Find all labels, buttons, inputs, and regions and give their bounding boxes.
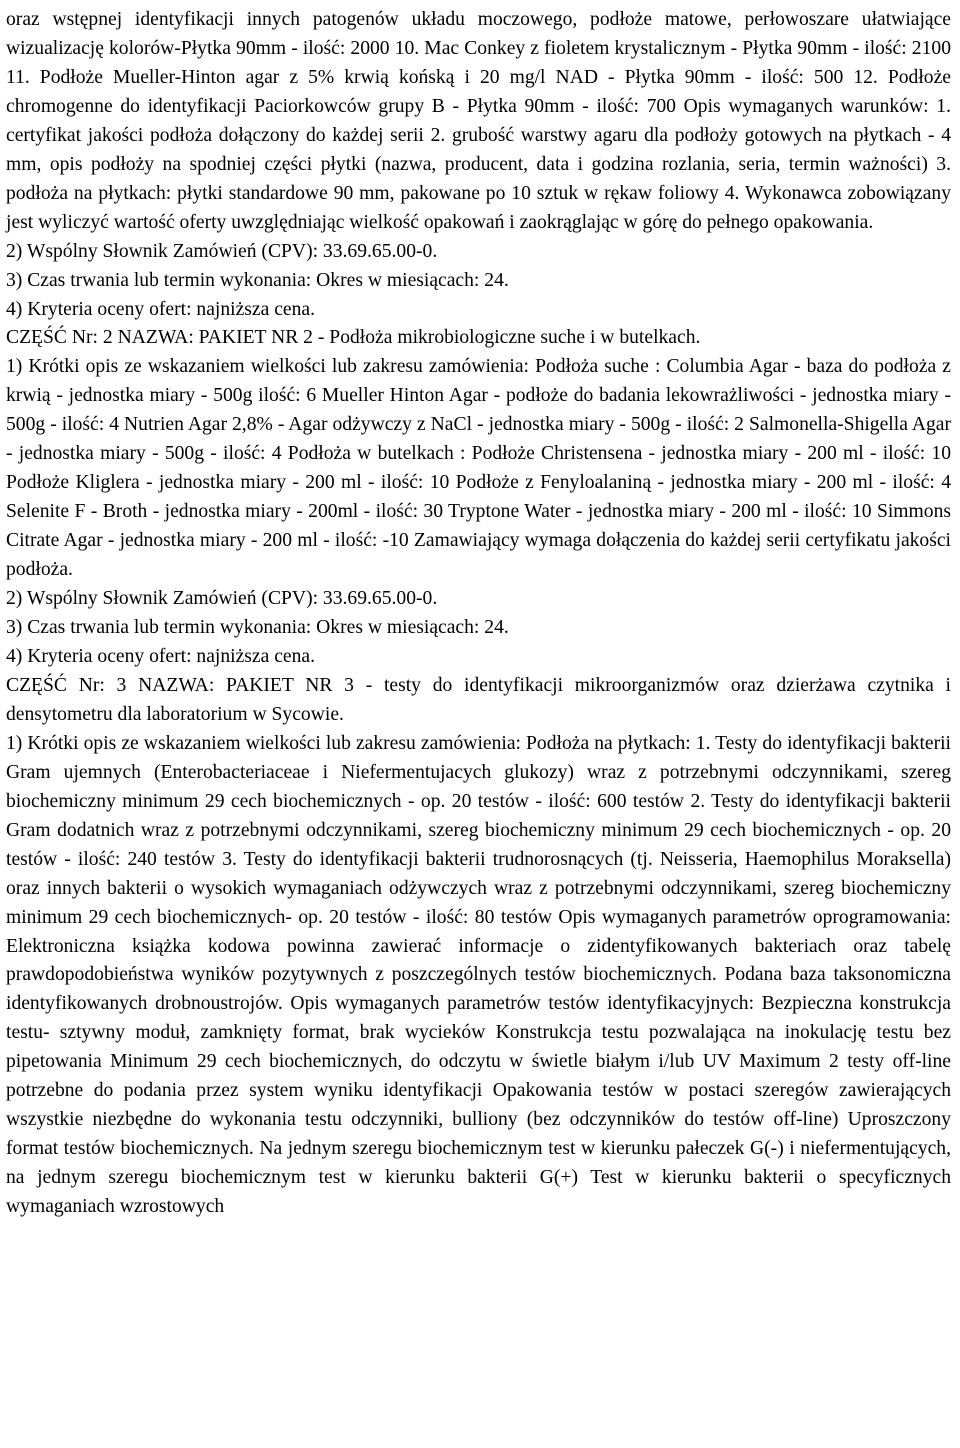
part-3-title: CZĘŚĆ Nr: 3 NAZWA: PAKIET NR 3 - testy do identyfikacji mikroorganizmów oraz dzierżawa czytnika i densytometru dla laboratorium w Sycowie. [6, 674, 951, 725]
cpv-code-line: 2) Wspólny Słownik Zamówień (CPV): 33.69.65.00-0. [6, 588, 438, 610]
document-page [6, 6, 951, 1222]
contract-duration-line: 3) Czas trwania lub termin wykonania: Okres w miesiącach: 24. [6, 269, 509, 291]
part-2-description: 1) Krótki opis ze wskazaniem wielkości lub zakresu zamówienia: Podłoża suche : Columbia Agar - baza do podłoża z krwią - jednostka miary - 500g ilość: 6 Mueller Hinton Agar - podłoże do badania lekowrażliwości - jednostka miary - 500g - ilość: 4 Nutrien Agar 2,8% - Agar odżywczy z NaCl - jednostka miary - 500g - ilość: 2 Salmonella-Shigella Agar - jednostka miary - 500g - ilość: 4 Podłoża w butelkach : Podłoże Christensena - jednostka miary - 200 ml - ilość: 10 Podłoże Kliglera - jednostka miary - 200 ml - ilość: 10 Podłoże z Fenyloalaniną - jednostka miary - 200 ml - ilość: 4 Selenite F - Broth - jednostka miary - 200ml - ilość: 30 Tryptone Water - jednostka miary - 200 ml - ilość: 10 Simmons Citrate Agar - jednostka miary - 200 ml - ilość: -10 Zamawiający wymaga dołączenia do każdej serii certyfikatu jakości podłoża. [6, 356, 951, 581]
cpv-code-line: 2) Wspólny Słownik Zamówień (CPV): 33.69.65.00-0. [6, 240, 438, 262]
paragraph-continuation: oraz wstępnej identyfikacji innych patogenów układu moczowego, podłoże matowe, perłowoszare ułatwiające wizualizację kolorów-Płytka 90mm - ilość: 2000 10. Mac Conkey z fioletem krystalicznym - Płytka 90mm - ilość: 2100 11. Podłoże Mueller-Hinton agar z 5% krwią końską i 20 mg/l NAD - Płytka 90mm - ilość: 500 12. Podłoże chromogenne do identyfikacji Paciorkowców grupy B - Płytka 90mm - ilość: 700 Opis wymaganych warunków: 1. certyfikat jakości podłoża dołączony do każdej serii 2. grubość warstwy agaru dla podłoży gotowych na płytkach - 4 mm, opis podłoży na spodniej części płytki (nazwa, producent, data i godzina rozlania, seria, termin ważności) 3. podłoża na płytkach: płytki standardowe 90 mm, pakowane po 10 sztuk w rękaw foliowy 4. Wykonawca zobowiązany jest wyliczyć wartość oferty uwzględniając wielkość opakowań i zaokrąglając w górę do pełnego opakowania. [6, 9, 951, 233]
part-2-title: CZĘŚĆ Nr: 2 NAZWA: PAKIET NR 2 - Podłoża mikrobiologiczne suche i w butelkach. [6, 327, 701, 349]
part-3-description: 1) Krótki opis ze wskazaniem wielkości lub zakresu zamówienia: Podłoża na płytkach: 1. Testy do identyfikacji bakterii Gram ujemnych (Enterobacteriaceae i Niefermentujacych glukozy) wraz z potrzebnymi odczynnikami, szereg biochemiczny minimum 29 cech biochemicznych - op. 20 testów - ilość: 600 testów 2. Testy do identyfikacji bakterii Gram dodatnich wraz z potrzebnymi odczynnikami, szereg biochemiczny minimum 29 cech biochemicznych - op. 20 testów - ilość: 240 testów 3. Testy do identyfikacji bakterii trudnorosnących (tj. Neisseria, Haemophilus Moraksella) oraz innych bakterii o wysokich wymaganiach odżywczych wraz z potrzebnymi odczynnikami, szereg biochemiczny minimum 29 cech biochemicznych- op. 20 testów - ilość: 80 testów Opis wymaganych parametrów oprogramowania: Elektroniczna książka kodowa powinna zawierać informacje o zidentyfikowanych bakteriach oraz tabelę prawdopodobieństwa wyników pozytywnych z poszczególnych testów biochemicznych. Podana baza taksonomiczna identyfikowanych drobnoustrojów. Opis wymaganych parametrów testów identyfikacyjnych: Bezpieczna konstrukcja testu- sztywny moduł, zamknięty format, brak wycieków Konstrukcja testu pozwalająca na inokulację testu bez pipetowania Minimum 29 cech biochemicznych, do odczytu w świetle białym i/lub UV Maximum 2 testy off-line potrzebne do podania przez system wyniku identyfikacji Opakowania testów w postaci szeregów zawierających wszystkie niezbędne do wykonania testu odczynniki, bulliony (bez odczynników do testów off-line) Uproszczony format testów biochemicznych. Na jednym szeregu biochemicznym test w kierunku pałeczek G(-) i niefermentujących, na jednym szeregu biochemicznym test w kierunku bakterii G(+) Test w kierunku bakterii o specyficznych wymaganiach wzrostowych [6, 732, 951, 1218]
evaluation-criteria-line: 4) Kryteria oceny ofert: najniższa cena. [6, 298, 315, 320]
contract-duration-line: 3) Czas trwania lub termin wykonania: Okres w miesiącach: 24. [6, 617, 509, 639]
evaluation-criteria-line: 4) Kryteria oceny ofert: najniższa cena. [6, 645, 315, 667]
